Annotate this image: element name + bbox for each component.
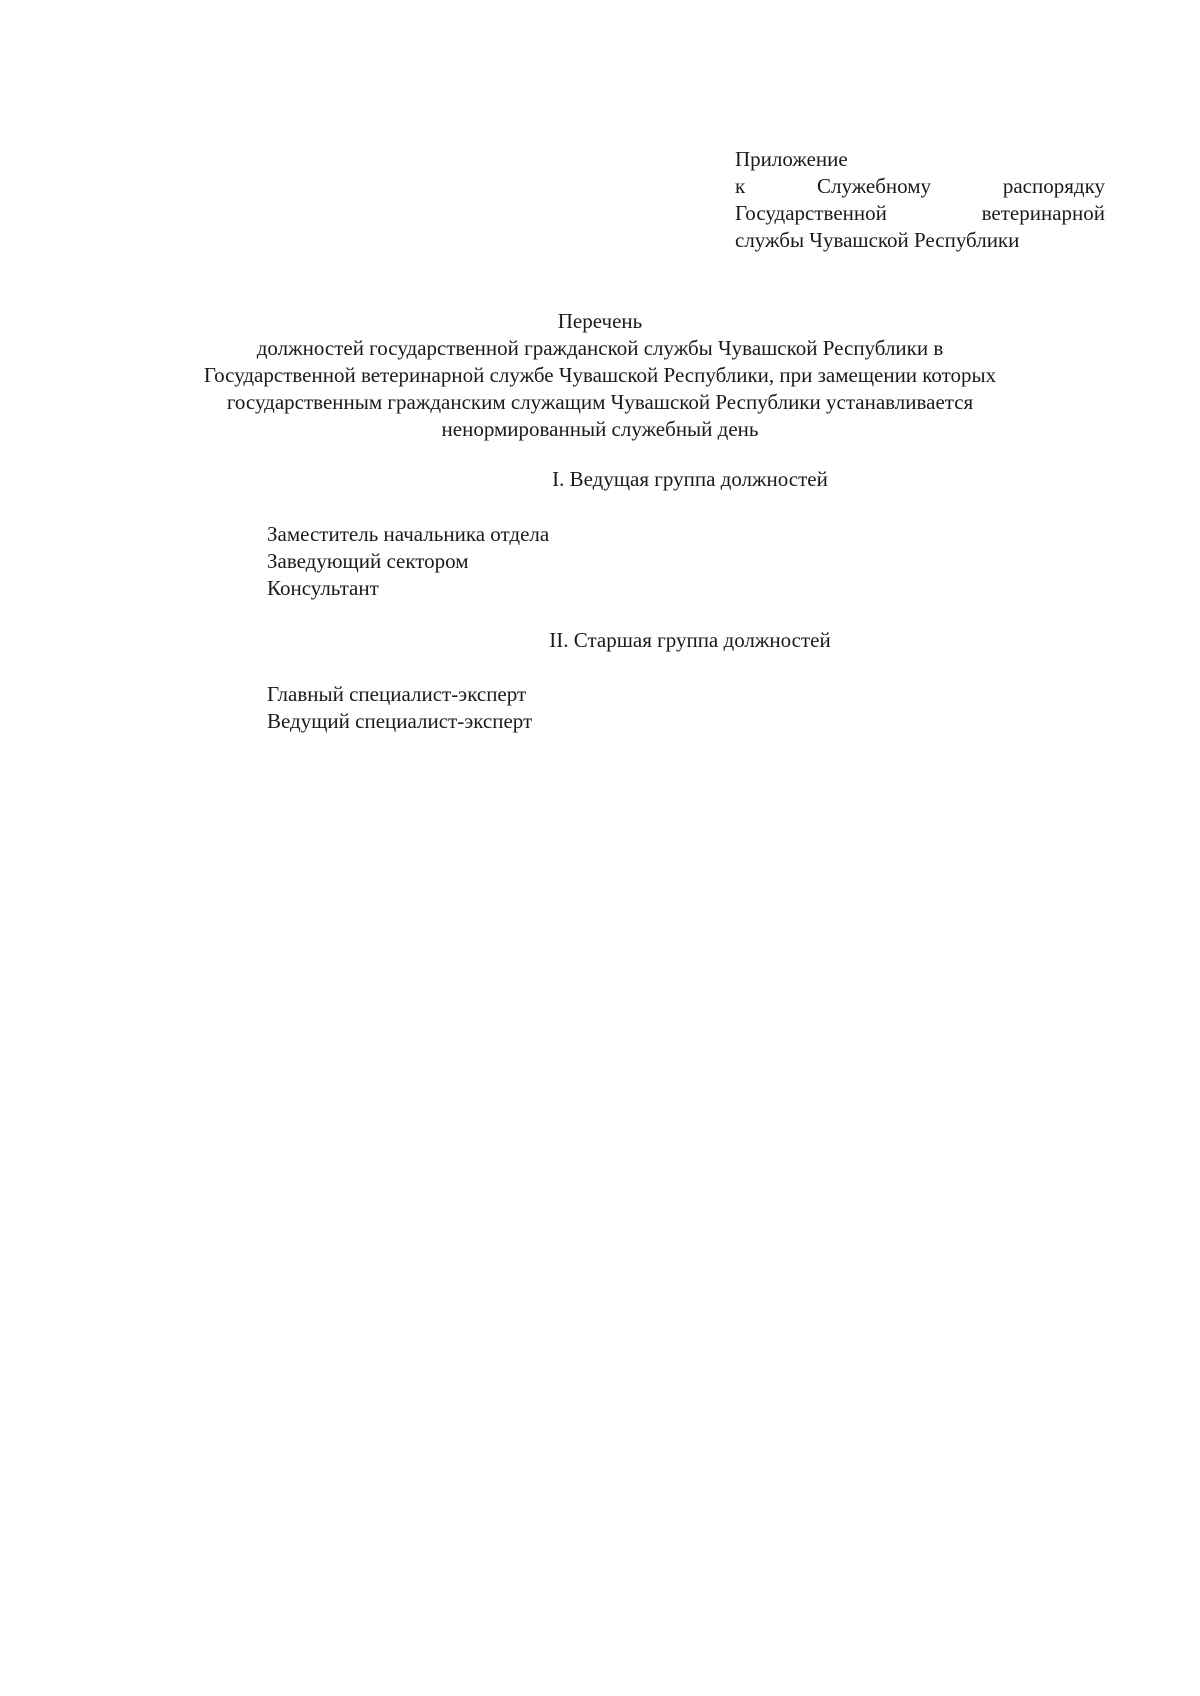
title-line: государственным гражданским служащим Чувашской Республики устанавливается xyxy=(226,390,974,414)
appendix-block xyxy=(735,146,1105,254)
appendix-line-2 xyxy=(735,173,1105,200)
title-line: Государственной ветеринарной службе Чувашской Республики, при замещении которых xyxy=(203,363,997,387)
appendix-line-4: службы Чувашской Республики xyxy=(735,228,1020,252)
appendix-word: ветеринарной xyxy=(981,201,1105,225)
position-item: Консультант xyxy=(267,576,379,600)
group-heading-leading: I. Ведущая группа должностей xyxy=(552,467,828,491)
title-line: должностей государственной гражданской службы Чувашской Республики в xyxy=(256,336,944,360)
position-list-senior xyxy=(267,681,532,735)
appendix-label: Приложение xyxy=(735,147,848,171)
position-list-leading xyxy=(267,521,549,602)
position-item: Заместитель начальника отдела xyxy=(267,522,550,546)
position-item: Заведующий сектором xyxy=(267,549,469,573)
appendix-word: распорядку xyxy=(1002,174,1105,198)
title-line: ненормированный служебный день xyxy=(441,417,759,441)
position-item: Ведущий специалист-эксперт xyxy=(267,709,533,733)
title-heading: Перечень xyxy=(557,309,643,333)
position-item: Главный специалист-эксперт xyxy=(267,682,527,706)
appendix-word: Служебному xyxy=(816,174,932,198)
appendix-line-3 xyxy=(735,200,1105,227)
appendix-word: к xyxy=(735,174,746,198)
document-title xyxy=(150,308,1050,443)
group-heading-senior: II. Старшая группа должностей xyxy=(549,628,831,652)
appendix-word: Государственной xyxy=(735,201,887,225)
